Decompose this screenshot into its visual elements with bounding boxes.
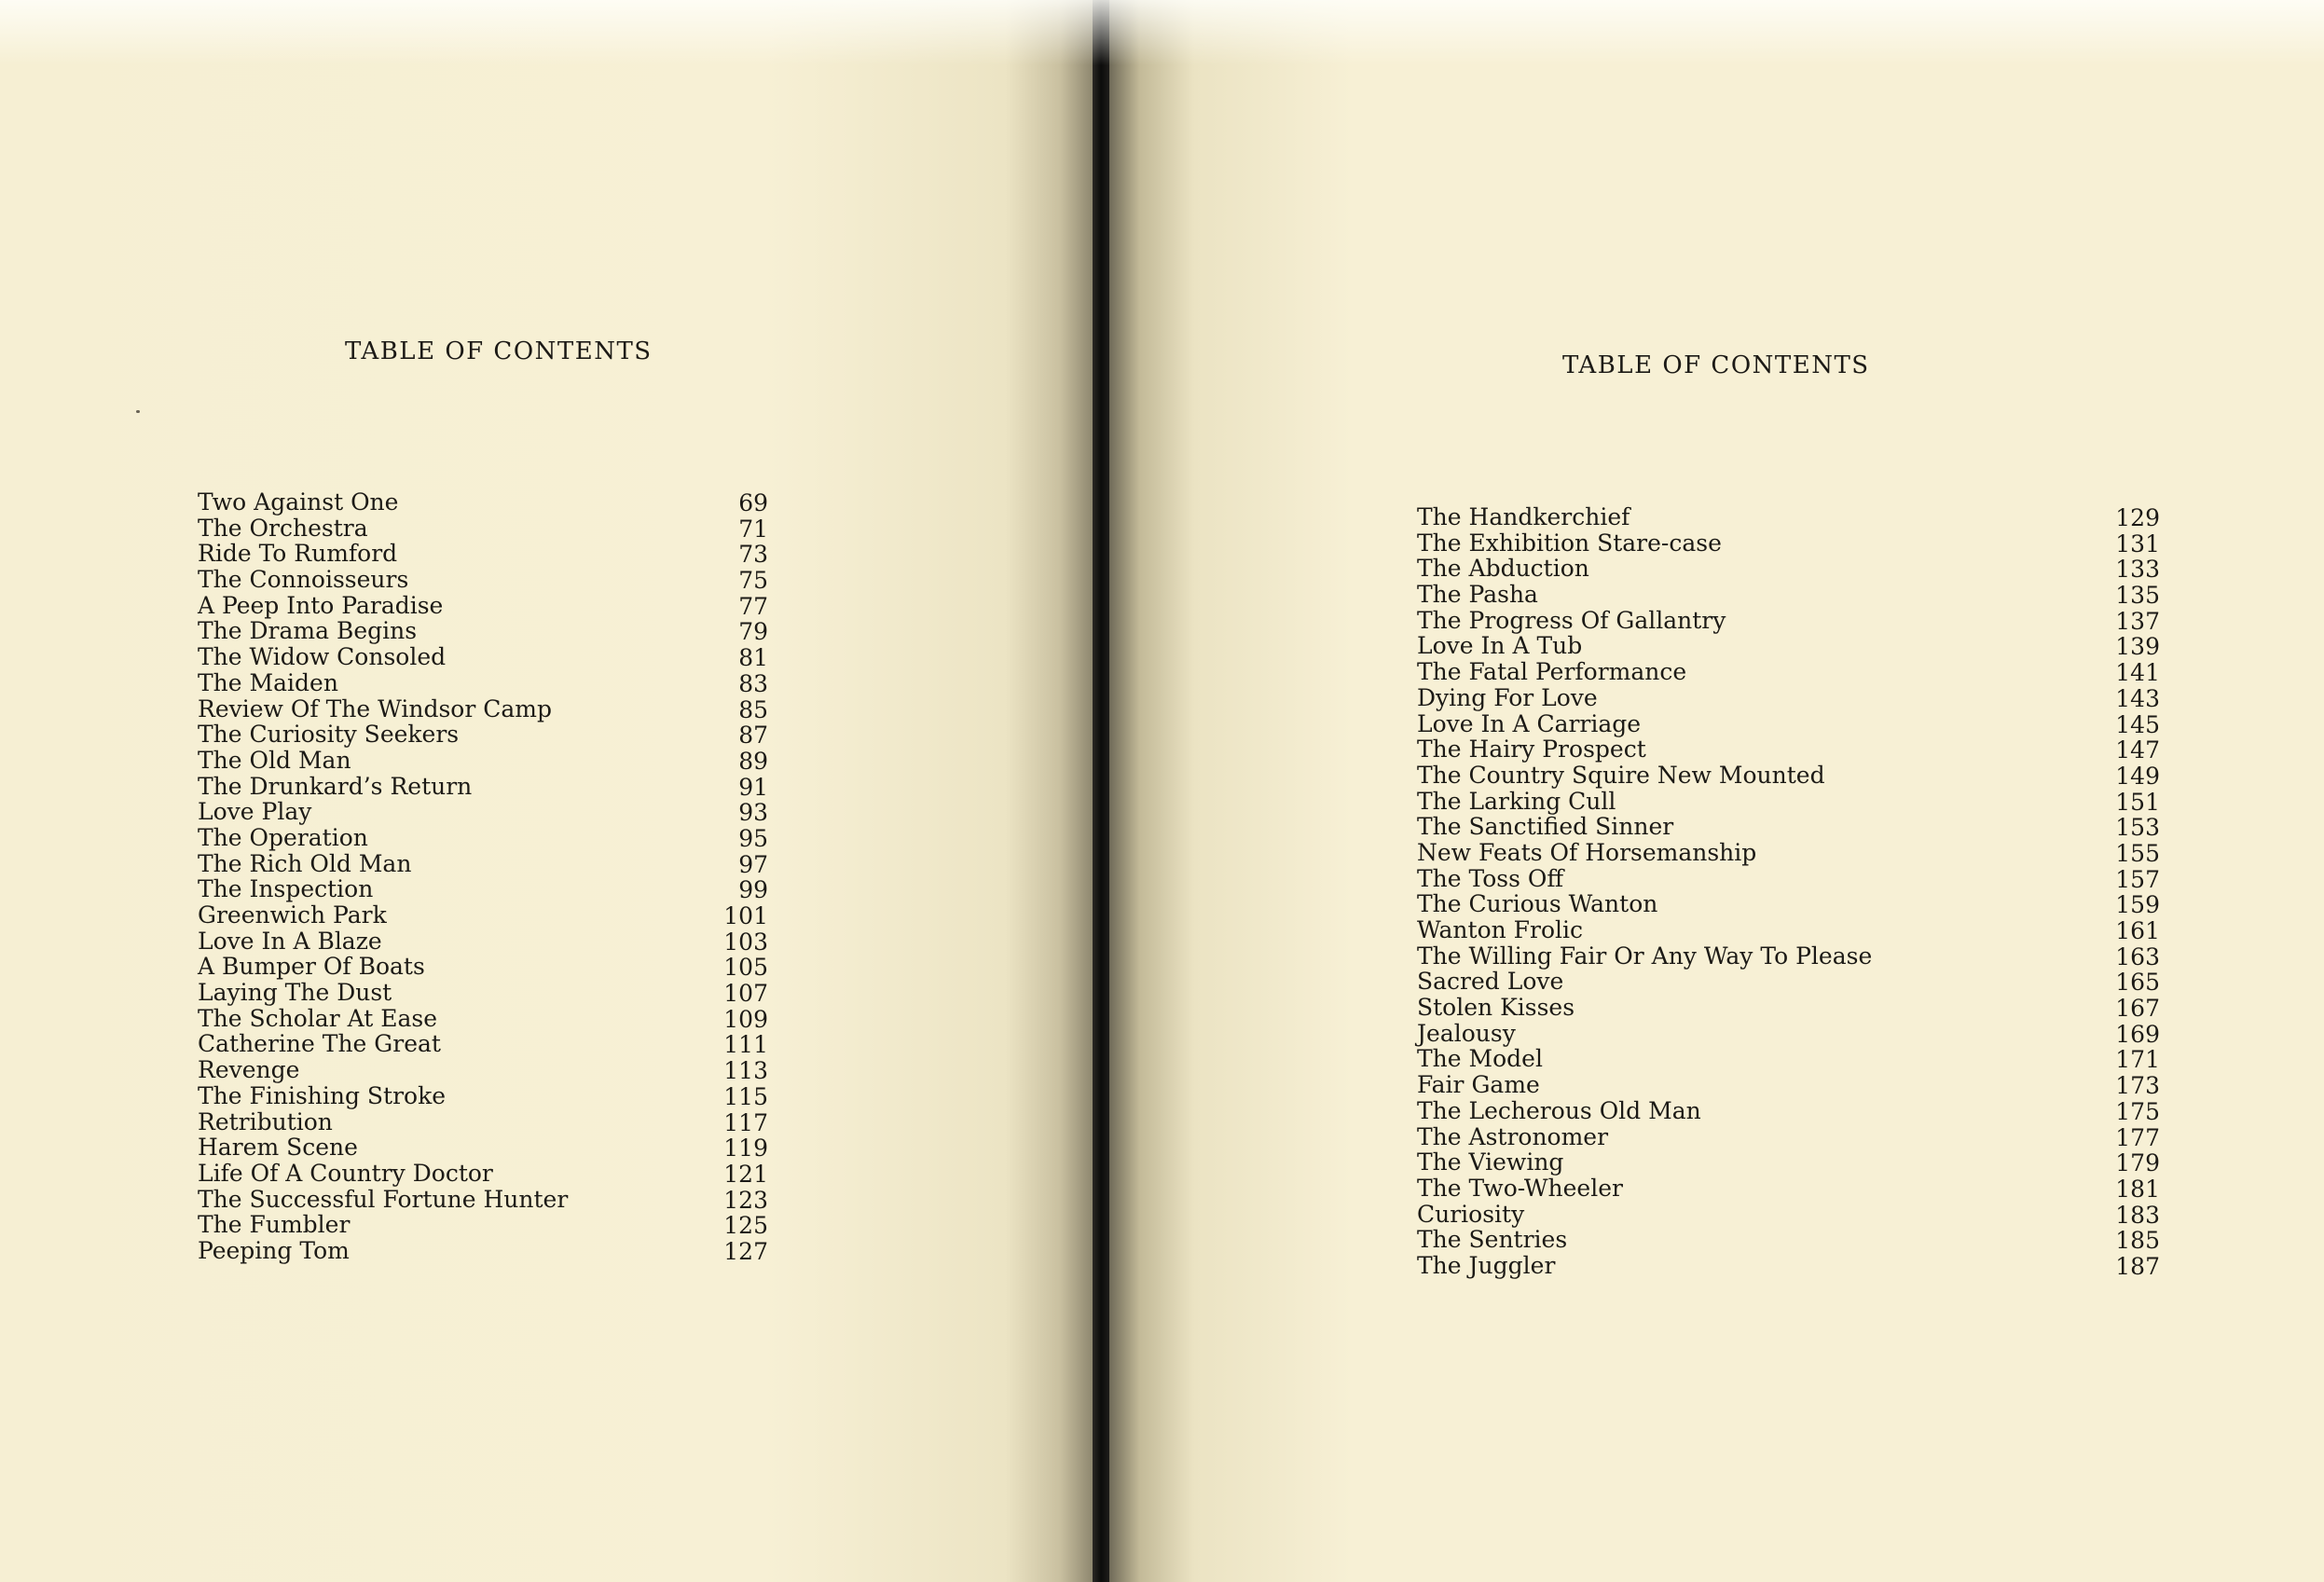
toc-entry-page-number: 71 [738, 515, 768, 543]
toc-entry-page-number: 131 [2115, 530, 2160, 557]
toc-entry [1417, 711, 2160, 737]
toc-entry [1417, 685, 2160, 711]
toc-entry [1417, 1098, 2160, 1124]
toc-entry-title: The Drama Begins [198, 617, 418, 645]
toc-entry [198, 954, 768, 980]
toc-entry-title: The Old Man [198, 746, 351, 774]
toc-entry [198, 1031, 768, 1057]
toc-entry-page-number: 187 [2115, 1252, 2160, 1280]
toc-entry-page-number: 143 [2115, 684, 2160, 712]
toc-entry [1417, 943, 2160, 970]
toc-entry-title: The Exhibition Stare-case [1417, 529, 1722, 557]
toc-entry-page-number: 97 [738, 850, 768, 878]
toc-entry-title: The Willing Fair Or Any Way To Please [1417, 942, 1873, 970]
toc-entry-page-number: 183 [2115, 1201, 2160, 1229]
toc-entry-title: Fair Game [1417, 1071, 1540, 1099]
toc-entry-page-number: 161 [2115, 917, 2160, 944]
toc-entry [198, 1135, 768, 1161]
toc-entry-title: The Abduction [1417, 555, 1589, 583]
toc-entry-page-number: 141 [2115, 659, 2160, 687]
toc-entry-page-number: 151 [2115, 788, 2160, 816]
toc-entry-page-number: 167 [2115, 995, 2160, 1023]
toc-entry-page-number: 155 [2115, 839, 2160, 867]
book-gutter [1093, 0, 1109, 1582]
toc-entry-title: The Connoisseurs [198, 566, 409, 594]
toc-entry [198, 567, 768, 593]
toc-entry-title: The Inspection [198, 875, 374, 903]
toc-entry-page-number: 149 [2115, 762, 2160, 790]
toc-entry [198, 541, 768, 567]
toc-entry-title: Life Of A Country Doctor [198, 1159, 493, 1187]
toc-entry-title: The Progress Of Gallantry [1417, 606, 1726, 634]
toc-entry-page-number: 153 [2115, 814, 2160, 842]
toc-entry-page-number: 107 [723, 980, 768, 1008]
toc-entry-page-number: 159 [2115, 891, 2160, 919]
toc-entry [1417, 1202, 2160, 1228]
toc-entry-title: The Fatal Performance [1417, 658, 1687, 686]
left-toc-list [198, 489, 768, 1264]
toc-entry [1417, 1227, 2160, 1253]
toc-entry-title: Love In A Blaze [198, 927, 382, 955]
toc-entry [198, 696, 768, 722]
toc-entry-page-number: 83 [738, 669, 768, 697]
toc-entry-page-number: 157 [2115, 865, 2160, 893]
toc-entry-page-number: 147 [2115, 736, 2160, 764]
toc-entry [198, 516, 768, 542]
toc-entry [1417, 608, 2160, 634]
toc-entry [198, 980, 768, 1006]
toc-entry [198, 1083, 768, 1109]
toc-entry-title: Two Against One [198, 488, 399, 516]
toc-entry-page-number: 127 [723, 1237, 768, 1265]
toc-entry-page-number: 135 [2115, 582, 2160, 610]
toc-entry [198, 1238, 768, 1264]
right-page-title: TABLE OF CONTENTS [1562, 351, 1870, 379]
toc-entry [1417, 1072, 2160, 1098]
toc-entry-title: Ride To Rumford [198, 540, 398, 568]
toc-entry [1417, 556, 2160, 582]
toc-entry [1417, 891, 2160, 917]
toc-entry [198, 876, 768, 902]
toc-entry-title: The Viewing [1417, 1149, 1564, 1176]
toc-entry-title: The Curious Wanton [1417, 890, 1658, 918]
toc-entry [1417, 659, 2160, 685]
toc-entry-page-number: 175 [2115, 1097, 2160, 1125]
toc-entry [198, 1187, 768, 1213]
left-page [0, 0, 1093, 1582]
toc-entry-title: The Fumbler [198, 1211, 351, 1239]
toc-entry-title: The Lecherous Old Man [1417, 1096, 1701, 1124]
toc-entry-page-number: 115 [723, 1082, 768, 1110]
toc-entry [198, 618, 768, 644]
toc-entry-page-number: 117 [723, 1108, 768, 1136]
toc-entry [1417, 814, 2160, 840]
toc-entry [1417, 789, 2160, 815]
toc-entry-page-number: 75 [738, 567, 768, 595]
toc-entry-title: The Country Squire New Mounted [1417, 761, 1825, 789]
toc-entry-page-number: 99 [738, 876, 768, 904]
toc-entry-page-number: 89 [738, 747, 768, 775]
toc-entry [198, 748, 768, 774]
toc-entry [198, 1006, 768, 1032]
toc-entry-page-number: 139 [2115, 633, 2160, 661]
toc-entry [1417, 1124, 2160, 1150]
toc-entry [1417, 1149, 2160, 1176]
toc-entry-page-number: 101 [723, 902, 768, 929]
toc-entry [198, 799, 768, 825]
toc-entry [198, 644, 768, 670]
toc-entry [1417, 969, 2160, 995]
toc-entry-page-number: 111 [723, 1031, 768, 1059]
toc-entry [198, 593, 768, 619]
toc-entry-title: Revenge [198, 1056, 300, 1084]
toc-entry-title: Retribution [198, 1107, 333, 1135]
toc-entry [198, 1161, 768, 1187]
toc-entry [198, 670, 768, 696]
toc-entry-title: Jealousy [1417, 1019, 1516, 1047]
toc-entry-page-number: 73 [738, 541, 768, 569]
toc-entry-page-number: 69 [738, 489, 768, 516]
left-page-title: TABLE OF CONTENTS [345, 337, 653, 365]
toc-entry-page-number: 177 [2115, 1123, 2160, 1151]
toc-entry-page-number: 173 [2115, 1072, 2160, 1100]
toc-entry-title: The Pasha [1417, 581, 1538, 609]
toc-entry [1417, 1046, 2160, 1072]
toc-entry-page-number: 121 [723, 1160, 768, 1188]
toc-entry-title: The Larking Cull [1417, 787, 1616, 815]
right-toc-list [1417, 504, 2160, 1279]
toc-entry [1417, 866, 2160, 892]
toc-entry-page-number: 87 [738, 722, 768, 750]
toc-entry-page-number: 165 [2115, 969, 2160, 997]
toc-entry-title: Love In A Carriage [1417, 709, 1642, 737]
toc-entry-title: The Rich Old Man [198, 849, 412, 877]
toc-entry [198, 902, 768, 929]
toc-entry-title: The Sanctified Sinner [1417, 813, 1674, 841]
toc-entry-title: The Maiden [198, 668, 338, 696]
toc-entry-page-number: 95 [738, 824, 768, 852]
toc-entry-page-number: 105 [723, 954, 768, 982]
toc-entry-title: A Bumper Of Boats [198, 953, 425, 981]
toc-entry-title: The Successful Fortune Hunter [198, 1185, 569, 1213]
toc-entry-title: The Toss Off [1417, 864, 1564, 892]
toc-entry-title: Greenwich Park [198, 901, 387, 929]
right-page [1109, 0, 2324, 1582]
toc-entry [198, 489, 768, 516]
toc-entry-title: Love In A Tub [1417, 632, 1583, 660]
toc-entry [198, 825, 768, 851]
toc-entry-title: A Peep Into Paradise [198, 591, 444, 619]
paper-speck [136, 410, 140, 413]
toc-entry-title: The Operation [198, 823, 368, 851]
toc-entry-page-number: 171 [2115, 1046, 2160, 1074]
toc-entry-title: The Model [1417, 1045, 1543, 1073]
toc-entry-title: Review Of The Windsor Camp [198, 695, 552, 722]
toc-entry [198, 722, 768, 748]
toc-entry-title: Curiosity [1417, 1200, 1525, 1228]
toc-entry [1417, 1021, 2160, 1047]
toc-entry-title: The Two-Wheeler [1417, 1174, 1623, 1202]
toc-entry [198, 1212, 768, 1238]
toc-entry-page-number: 125 [723, 1212, 768, 1240]
toc-entry-page-number: 103 [723, 928, 768, 956]
toc-entry-page-number: 119 [723, 1135, 768, 1162]
toc-entry-title: The Hairy Prospect [1417, 736, 1646, 763]
toc-entry [1417, 582, 2160, 608]
toc-entry-page-number: 179 [2115, 1149, 2160, 1177]
toc-entry-title: The Curiosity Seekers [198, 721, 460, 749]
toc-entry-page-number: 85 [738, 695, 768, 723]
toc-entry-title: Harem Scene [198, 1134, 358, 1162]
toc-entry-page-number: 113 [723, 1057, 768, 1085]
toc-entry [198, 929, 768, 955]
toc-entry [198, 1109, 768, 1135]
toc-entry [1417, 995, 2160, 1021]
toc-entry-page-number: 137 [2115, 607, 2160, 635]
toc-entry-title: The Sentries [1417, 1226, 1568, 1254]
toc-entry-page-number: 133 [2115, 556, 2160, 584]
toc-entry-page-number: 109 [723, 1005, 768, 1033]
toc-entry [1417, 1176, 2160, 1202]
toc-entry-title: The Juggler [1417, 1251, 1556, 1279]
toc-entry-title: Dying For Love [1417, 683, 1598, 711]
toc-entry-title: The Drunkard’s Return [198, 772, 473, 800]
toc-entry [1417, 633, 2160, 659]
toc-entry-title: Stolen Kisses [1417, 994, 1575, 1022]
toc-entry-page-number: 79 [738, 618, 768, 646]
toc-entry [198, 1057, 768, 1083]
toc-entry-title: Wanton Frolic [1417, 916, 1584, 943]
toc-entry-page-number: 81 [738, 644, 768, 672]
toc-entry-page-number: 93 [738, 799, 768, 827]
toc-entry-title: The Finishing Stroke [198, 1081, 447, 1109]
toc-entry-page-number: 185 [2115, 1227, 2160, 1255]
toc-entry-title: The Widow Consoled [198, 643, 447, 671]
toc-entry [1417, 736, 2160, 763]
toc-entry-title: Peeping Tom [198, 1236, 350, 1264]
toc-entry [198, 851, 768, 877]
toc-entry-title: The Handkerchief [1417, 503, 1630, 530]
toc-entry [1417, 1253, 2160, 1279]
toc-entry-title: Love Play [198, 798, 312, 826]
toc-entry-title: Sacred Love [1417, 968, 1564, 996]
toc-entry-page-number: 181 [2115, 1175, 2160, 1203]
toc-entry-page-number: 123 [723, 1186, 768, 1214]
toc-entry-title: New Feats Of Horsemanship [1417, 838, 1757, 866]
toc-entry-title: The Scholar At Ease [198, 1004, 437, 1032]
toc-entry [1417, 530, 2160, 557]
toc-entry-page-number: 91 [738, 773, 768, 801]
toc-entry-title: The Orchestra [198, 514, 368, 542]
toc-entry [1417, 840, 2160, 866]
toc-entry [1417, 917, 2160, 943]
toc-entry-title: Catherine The Great [198, 1030, 441, 1058]
toc-entry-page-number: 169 [2115, 1020, 2160, 1048]
toc-entry-title: Laying The Dust [198, 979, 392, 1007]
toc-entry-page-number: 145 [2115, 710, 2160, 738]
toc-entry-page-number: 163 [2115, 942, 2160, 970]
toc-entry [1417, 763, 2160, 789]
toc-entry [198, 774, 768, 800]
toc-entry-title: The Astronomer [1417, 1122, 1609, 1150]
toc-entry-page-number: 77 [738, 592, 768, 620]
toc-entry [1417, 504, 2160, 530]
toc-entry-page-number: 129 [2115, 504, 2160, 531]
